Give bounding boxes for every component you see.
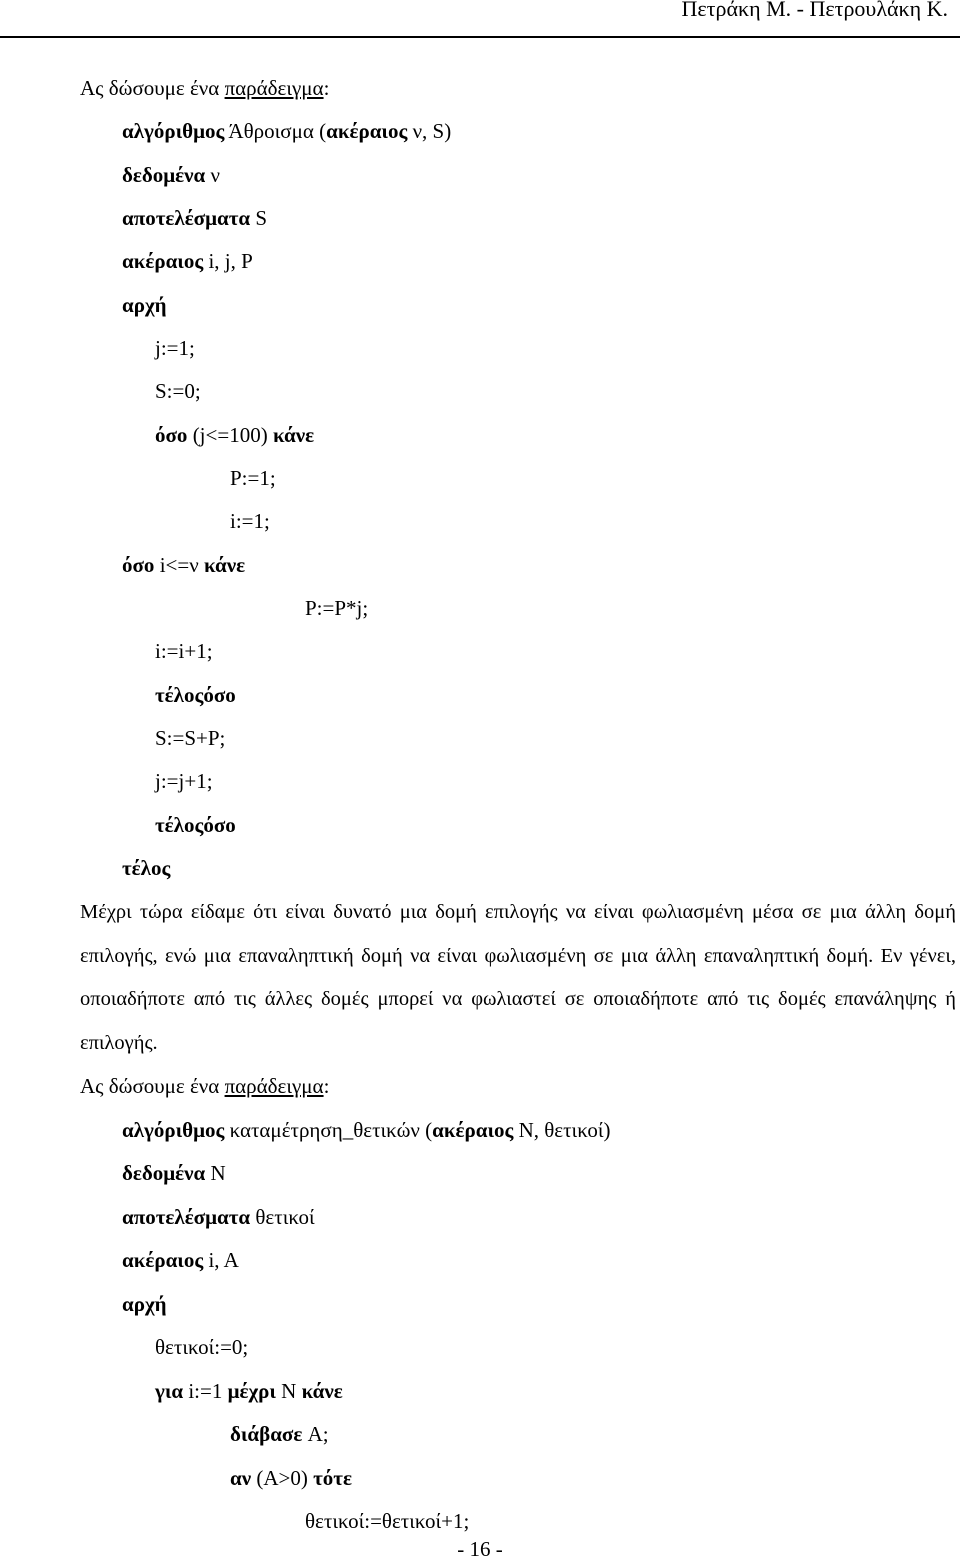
algo1-line-18 bbox=[122, 855, 170, 881]
algo1-line-15 bbox=[155, 725, 225, 751]
keyword: αποτελέσματα bbox=[122, 1205, 251, 1229]
keyword: ακέραιος bbox=[432, 1118, 514, 1142]
code-text: Άθροισμα ( bbox=[224, 119, 327, 143]
code-text: ν bbox=[205, 163, 221, 187]
example-link[interactable]: παράδειγμα bbox=[224, 76, 324, 100]
algo2-line-3 bbox=[122, 1204, 315, 1230]
keyword: ακέραιος bbox=[326, 119, 408, 143]
keyword: αν bbox=[230, 1466, 252, 1490]
code-text: Ν bbox=[275, 1379, 302, 1403]
code-text: Ν, θετικοί) bbox=[513, 1118, 611, 1142]
algo2-line-1 bbox=[122, 1117, 610, 1143]
code-text: θετικοί bbox=[250, 1205, 315, 1229]
keyword: κάνε bbox=[272, 423, 315, 447]
keyword: κάνε bbox=[301, 1379, 343, 1403]
keyword: τέλοςόσο bbox=[155, 813, 236, 837]
keyword: δεδομένα bbox=[122, 1161, 206, 1185]
algo2-line-5 bbox=[122, 1291, 167, 1317]
algo1-line-16 bbox=[155, 768, 213, 794]
algo2-line-2 bbox=[122, 1160, 226, 1186]
code-text: P:=P*j; bbox=[305, 596, 369, 620]
code-text: A; bbox=[302, 1422, 329, 1446]
code-text: Ν bbox=[205, 1161, 226, 1185]
code-text: S:=0; bbox=[155, 379, 201, 403]
page-number: - 16 - bbox=[457, 1537, 503, 1561]
keyword: τέλος bbox=[122, 856, 171, 880]
code-text: θετικοί:=0; bbox=[155, 1335, 249, 1359]
keyword: τέλοςόσο bbox=[155, 683, 236, 707]
keyword: δεδομένα bbox=[122, 163, 206, 187]
keyword: για bbox=[155, 1379, 184, 1403]
keyword: αλγόριθμος bbox=[122, 1118, 225, 1142]
algo1-line-5 bbox=[122, 292, 167, 318]
keyword: διάβασε bbox=[230, 1422, 303, 1446]
algo1-line-11 bbox=[122, 552, 245, 578]
code-text: i:=1; bbox=[230, 509, 270, 533]
algo1-line-14 bbox=[155, 682, 236, 708]
keyword: αλγόριθμος bbox=[122, 119, 225, 143]
code-text: S:=S+P; bbox=[155, 726, 226, 750]
code-text: i:=1 bbox=[183, 1379, 228, 1403]
algo1-line-13 bbox=[155, 638, 213, 664]
code-text: i<=ν bbox=[154, 553, 204, 577]
algo1-line-6 bbox=[155, 335, 195, 361]
example-link[interactable]: παράδειγμα bbox=[224, 1074, 324, 1098]
keyword: αποτελέσματα bbox=[122, 206, 251, 230]
keyword: όσο bbox=[122, 553, 155, 577]
code-text: (A>0) bbox=[251, 1466, 314, 1490]
algo1-line-1 bbox=[122, 118, 451, 144]
algo1-line-7 bbox=[155, 378, 201, 404]
keyword: αρχή bbox=[122, 1292, 167, 1316]
code-text: S bbox=[250, 206, 268, 230]
code-text: P:=1; bbox=[230, 466, 276, 490]
keyword: ακέραιος bbox=[122, 249, 204, 273]
keyword: τότε bbox=[313, 1466, 352, 1490]
algo2-line-6 bbox=[155, 1334, 248, 1360]
code-text: j:=1; bbox=[155, 336, 195, 360]
header-divider bbox=[0, 36, 960, 38]
algo2-line-10 bbox=[305, 1508, 469, 1534]
algo1-line-8 bbox=[155, 422, 314, 448]
keyword: μέχρι bbox=[227, 1379, 276, 1403]
algo1-line-9 bbox=[230, 465, 276, 491]
algo1-line-12 bbox=[305, 595, 368, 621]
code-text: j:=j+1; bbox=[155, 769, 213, 793]
keyword: αρχή bbox=[122, 293, 167, 317]
intro-text: Ας δώσουμε ένα bbox=[80, 1074, 225, 1098]
code-text: θετικοί:=θετικοί+1; bbox=[305, 1509, 470, 1533]
algo1-line-3 bbox=[122, 205, 267, 231]
keyword: όσο bbox=[155, 423, 188, 447]
code-text: i:=i+1; bbox=[155, 639, 213, 663]
keyword: ακέραιος bbox=[122, 1248, 204, 1272]
body-paragraph: Μέχρι τώρα είδαμε ότι είναι δυνατό μια δομή επιλογής να είναι φωλιασμένη μέσα σε μια άλλη δομή επιλογής, ενώ μια επαναληπτική δομή να είναι φωλιασμένη σε μια άλλη επαναληπτική δομή. Εν γένει, οποιαδήποτε από τις άλλες δομές μπορεί να φωλιαστεί σε οποιαδήποτε από τις δομές επανάληψης ή επιλογής. bbox=[80, 901, 956, 1054]
code-text: ν, S) bbox=[407, 119, 452, 143]
keyword: κάνε bbox=[203, 553, 246, 577]
example-intro bbox=[80, 75, 329, 101]
example-intro-2 bbox=[80, 1073, 329, 1099]
intro-colon: : bbox=[323, 1074, 330, 1098]
algo2-line-7 bbox=[155, 1378, 343, 1404]
intro-colon: : bbox=[323, 76, 330, 100]
algo1-line-10 bbox=[230, 508, 270, 534]
algo1-line-2 bbox=[122, 162, 220, 188]
algo1-line-4 bbox=[122, 248, 253, 274]
code-text: i, A bbox=[203, 1248, 239, 1272]
intro-text: Ας δώσουμε ένα bbox=[80, 76, 225, 100]
code-text: (j<=100) bbox=[187, 423, 273, 447]
algo2-line-8 bbox=[230, 1421, 329, 1447]
algo2-line-4 bbox=[122, 1247, 239, 1273]
code-text: καταμέτρηση_θετικών ( bbox=[224, 1118, 433, 1142]
running-header-author: Πετράκη Μ. - Πετρουλάκη Κ. bbox=[681, 0, 948, 21]
code-text: i, j, P bbox=[203, 249, 253, 273]
algo1-line-17 bbox=[155, 812, 236, 838]
algo2-line-9 bbox=[230, 1465, 352, 1491]
